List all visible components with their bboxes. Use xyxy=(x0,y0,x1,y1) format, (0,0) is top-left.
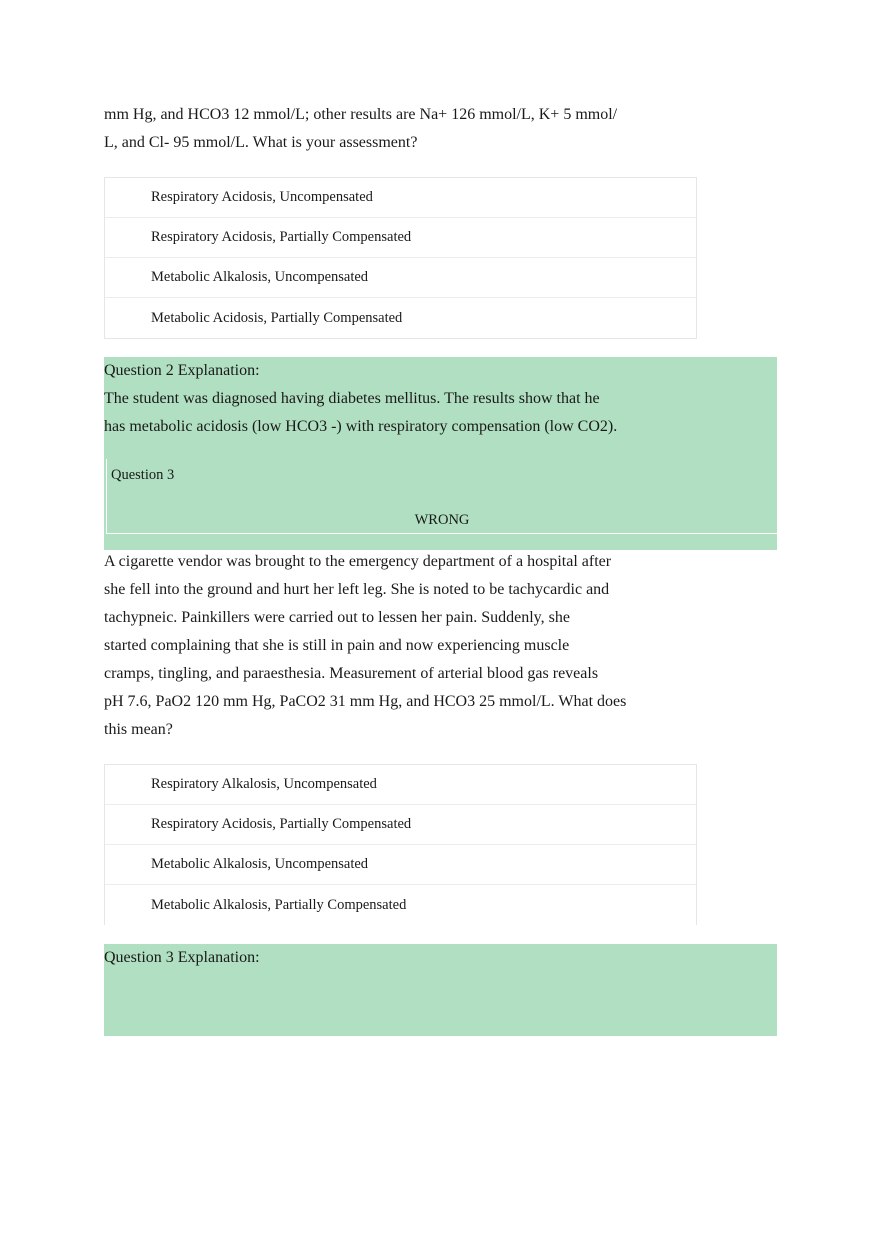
q3-stem-line: A cigarette vendor was brought to the emergency department of a hospital after xyxy=(104,553,612,570)
q3-explanation-box xyxy=(104,944,777,1036)
q3-result-status: WRONG xyxy=(414,512,470,528)
q3-stem-line: tachypneic. Painkillers were carried out to lessen her pain. Suddenly, she xyxy=(104,609,570,626)
q2-stem-text xyxy=(104,101,664,157)
q2-option-4[interactable]: Metabolic Acidosis, Partially Compensated xyxy=(151,309,403,326)
q3-option-4[interactable]: Metabolic Alkalosis, Partially Compensated xyxy=(151,896,407,913)
q3-answer-options xyxy=(104,764,697,925)
q3-stem-line: this mean? xyxy=(104,721,173,738)
q3-option-3[interactable]: Metabolic Alkalosis, Uncompensated xyxy=(105,845,696,885)
q2-explanation-line: has metabolic acidosis (low HCO3 -) with respiratory compensation (low CO2). xyxy=(104,418,618,435)
q3-header xyxy=(104,457,777,550)
q2-option-1[interactable]: Respiratory Acidosis, Uncompensated xyxy=(105,178,696,218)
q3-stem-text xyxy=(104,548,664,744)
q2-answer-options xyxy=(104,177,697,339)
q2-stem-line: mm Hg, and HCO3 12 mmol/L; other results are Na+ 126 mmol/L, K+ 5 mmol/ xyxy=(104,106,618,123)
q3-stem-line: cramps, tingling, and paraesthesia. Measurement of arterial blood gas reveals xyxy=(104,665,599,682)
q3-option-2[interactable]: Respiratory Acidosis, Partially Compensated xyxy=(105,805,696,845)
q3-number-label: Question 3 xyxy=(111,467,175,483)
q2-stem-line: L, and Cl- 95 mmol/L. What is your assessment? xyxy=(104,134,418,151)
q3-option-1[interactable]: Respiratory Alkalosis, Uncompensated xyxy=(105,765,696,805)
q2-explanation-title: Question 2 Explanation: xyxy=(104,362,260,379)
q2-option-2[interactable]: Respiratory Acidosis, Partially Compensated xyxy=(105,218,696,258)
q2-explanation-line: The student was diagnosed having diabetes mellitus. The results show that he xyxy=(104,390,600,407)
q3-stem-line: started complaining that she is still in pain and now experiencing muscle xyxy=(104,637,570,654)
q2-explanation-box xyxy=(104,357,777,457)
q3-stem-line: she fell into the ground and hurt her left leg. She is noted to be tachycardic and xyxy=(104,581,610,598)
q3-explanation-title: Question 3 Explanation: xyxy=(104,949,260,966)
q3-stem-line: pH 7.6, PaO2 120 mm Hg, PaCO2 31 mm Hg, and HCO3 25 mmol/L. What does xyxy=(104,693,627,710)
q2-option-3[interactable]: Metabolic Alkalosis, Uncompensated xyxy=(105,258,696,298)
